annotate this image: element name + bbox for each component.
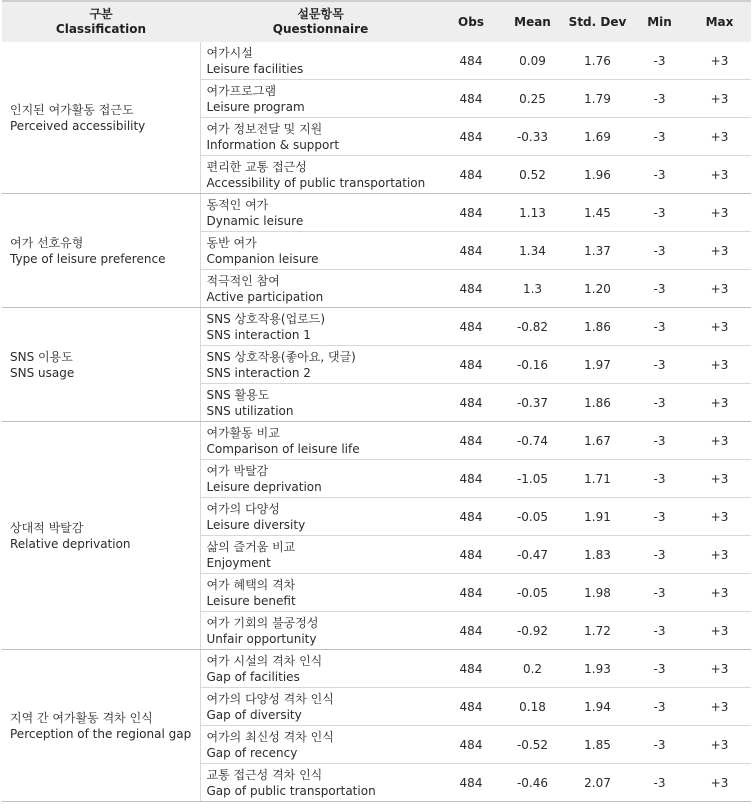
classification-ko: 여가 선호유형 — [10, 235, 84, 250]
obs-cell: 484 — [441, 308, 501, 346]
header-std-dev: Std. Dev — [564, 1, 631, 42]
questionnaire-cell — [200, 574, 441, 612]
obs-cell: 484 — [441, 232, 501, 270]
std-dev-cell: 1.45 — [564, 194, 631, 232]
std-dev-cell: 1.86 — [564, 384, 631, 422]
std-dev-cell: 1.72 — [564, 612, 631, 650]
questionnaire-en: Comparison of leisure life — [206, 441, 360, 456]
mean-cell: 0.2 — [501, 650, 564, 688]
std-dev-cell: 1.93 — [564, 650, 631, 688]
questionnaire-en: SNS utilization — [206, 403, 294, 418]
questionnaire-en: SNS interaction 2 — [206, 365, 311, 380]
classification-ko: 지역 간 여가활동 격차 인식 — [10, 710, 153, 725]
obs-cell: 484 — [441, 422, 501, 460]
questionnaire-cell — [200, 460, 441, 498]
questionnaire-ko: SNS 상호작용(좋아요, 댓글) — [206, 349, 356, 364]
max-cell: +3 — [688, 536, 751, 574]
max-cell: +3 — [688, 194, 751, 232]
obs-cell: 484 — [441, 384, 501, 422]
table-row — [2, 194, 751, 232]
questionnaire-ko: 여가활동 비교 — [206, 425, 280, 440]
mean-cell: -0.37 — [501, 384, 564, 422]
questionnaire-ko: 여가 박탈감 — [206, 463, 269, 478]
questionnaire-en: Active participation — [206, 289, 324, 304]
obs-cell: 484 — [441, 80, 501, 118]
mean-cell: 0.09 — [501, 42, 564, 80]
min-cell: -3 — [631, 80, 688, 118]
questionnaire-cell — [200, 536, 441, 574]
questionnaire-cell — [200, 308, 441, 346]
header-obs: Obs — [441, 1, 501, 42]
descriptive-statistics-table — [2, 0, 751, 802]
std-dev-cell: 1.96 — [564, 156, 631, 194]
header-min: Min — [631, 1, 688, 42]
questionnaire-en: Gap of public transportation — [206, 783, 376, 798]
min-cell: -3 — [631, 574, 688, 612]
classification-cell — [2, 650, 200, 802]
max-cell: +3 — [688, 460, 751, 498]
questionnaire-ko: 동적인 여가 — [206, 197, 269, 212]
mean-cell: 0.25 — [501, 80, 564, 118]
mean-cell: -0.33 — [501, 118, 564, 156]
obs-cell: 484 — [441, 498, 501, 536]
max-cell: +3 — [688, 80, 751, 118]
classification-cell — [2, 194, 200, 308]
min-cell: -3 — [631, 422, 688, 460]
mean-cell: -0.82 — [501, 308, 564, 346]
questionnaire-cell — [200, 232, 441, 270]
questionnaire-cell — [200, 156, 441, 194]
mean-cell: -0.52 — [501, 726, 564, 764]
table-row — [2, 308, 751, 346]
questionnaire-cell — [200, 726, 441, 764]
max-cell: +3 — [688, 574, 751, 612]
std-dev-cell: 1.71 — [564, 460, 631, 498]
header-classification-ko: 구분 — [89, 7, 113, 21]
max-cell: +3 — [688, 726, 751, 764]
table-row — [2, 42, 751, 80]
max-cell: +3 — [688, 346, 751, 384]
classification-en: SNS usage — [10, 365, 75, 380]
max-cell: +3 — [688, 498, 751, 536]
questionnaire-cell — [200, 270, 441, 308]
min-cell: -3 — [631, 536, 688, 574]
questionnaire-en: Leisure diversity — [206, 517, 306, 532]
min-cell: -3 — [631, 270, 688, 308]
questionnaire-cell — [200, 650, 441, 688]
std-dev-cell: 1.94 — [564, 688, 631, 726]
min-cell: -3 — [631, 194, 688, 232]
header-questionnaire-en: Questionnaire — [272, 22, 369, 36]
std-dev-cell: 1.69 — [564, 118, 631, 156]
max-cell: +3 — [688, 384, 751, 422]
std-dev-cell: 1.67 — [564, 422, 631, 460]
questionnaire-ko: 교통 접근성 격차 인식 — [206, 767, 323, 782]
min-cell: -3 — [631, 232, 688, 270]
questionnaire-cell — [200, 346, 441, 384]
obs-cell: 484 — [441, 194, 501, 232]
max-cell: +3 — [688, 650, 751, 688]
classification-ko: 상대적 박탈감 — [10, 520, 84, 535]
classification-cell — [2, 422, 200, 650]
std-dev-cell: 1.37 — [564, 232, 631, 270]
std-dev-cell: 1.98 — [564, 574, 631, 612]
std-dev-cell: 1.86 — [564, 308, 631, 346]
questionnaire-cell — [200, 118, 441, 156]
questionnaire-en: Leisure facilities — [206, 61, 304, 76]
questionnaire-ko: 여가프로그램 — [206, 83, 277, 98]
std-dev-cell: 1.83 — [564, 536, 631, 574]
questionnaire-ko: 여가 혜택의 격차 — [206, 577, 296, 592]
questionnaire-cell — [200, 384, 441, 422]
questionnaire-ko: 편리한 교통 접근성 — [206, 159, 307, 174]
max-cell: +3 — [688, 232, 751, 270]
questionnaire-en: Leisure benefit — [206, 593, 296, 608]
questionnaire-cell — [200, 422, 441, 460]
classification-ko: SNS 이용도 — [10, 349, 73, 364]
max-cell: +3 — [688, 308, 751, 346]
obs-cell: 484 — [441, 764, 501, 802]
questionnaire-ko: 적극적인 참여 — [206, 273, 280, 288]
questionnaire-en: Unfair opportunity — [206, 631, 317, 646]
header-questionnaire — [200, 1, 441, 42]
max-cell: +3 — [688, 612, 751, 650]
questionnaire-en: Gap of facilities — [206, 669, 300, 684]
min-cell: -3 — [631, 764, 688, 802]
min-cell: -3 — [631, 308, 688, 346]
questionnaire-cell — [200, 498, 441, 536]
mean-cell: 0.52 — [501, 156, 564, 194]
min-cell: -3 — [631, 42, 688, 80]
min-cell: -3 — [631, 118, 688, 156]
min-cell: -3 — [631, 688, 688, 726]
table-header-row — [2, 1, 751, 42]
obs-cell: 484 — [441, 460, 501, 498]
mean-cell: -0.46 — [501, 764, 564, 802]
classification-cell — [2, 308, 200, 422]
questionnaire-ko: SNS 활용도 — [206, 387, 270, 402]
std-dev-cell: 1.91 — [564, 498, 631, 536]
min-cell: -3 — [631, 498, 688, 536]
obs-cell: 484 — [441, 156, 501, 194]
max-cell: +3 — [688, 688, 751, 726]
mean-cell: 0.18 — [501, 688, 564, 726]
obs-cell: 484 — [441, 118, 501, 156]
std-dev-cell: 1.79 — [564, 80, 631, 118]
obs-cell: 484 — [441, 650, 501, 688]
questionnaire-ko: SNS 상호작용(업로드) — [206, 311, 326, 326]
min-cell: -3 — [631, 460, 688, 498]
obs-cell: 484 — [441, 574, 501, 612]
min-cell: -3 — [631, 650, 688, 688]
classification-en: Relative deprivation — [10, 536, 131, 551]
min-cell: -3 — [631, 612, 688, 650]
questionnaire-en: Information & support — [206, 137, 340, 152]
max-cell: +3 — [688, 156, 751, 194]
mean-cell: -0.05 — [501, 498, 564, 536]
mean-cell: 1.34 — [501, 232, 564, 270]
header-max: Max — [688, 1, 751, 42]
std-dev-cell: 1.76 — [564, 42, 631, 80]
questionnaire-en: Leisure program — [206, 99, 305, 114]
header-classification-en: Classification — [55, 22, 147, 36]
questionnaire-ko: 여가의 다양성 — [206, 501, 280, 516]
mean-cell: -0.92 — [501, 612, 564, 650]
questionnaire-en: Gap of diversity — [206, 707, 302, 722]
questionnaire-cell — [200, 764, 441, 802]
table-row — [2, 650, 751, 688]
table-row — [2, 422, 751, 460]
questionnaire-cell — [200, 42, 441, 80]
questionnaire-en: SNS interaction 1 — [206, 327, 311, 342]
questionnaire-ko: 동반 여가 — [206, 235, 257, 250]
header-classification — [2, 1, 200, 42]
obs-cell: 484 — [441, 270, 501, 308]
mean-cell: -0.05 — [501, 574, 564, 612]
std-dev-cell: 2.07 — [564, 764, 631, 802]
max-cell: +3 — [688, 118, 751, 156]
min-cell: -3 — [631, 346, 688, 384]
questionnaire-en: Leisure deprivation — [206, 479, 322, 494]
obs-cell: 484 — [441, 42, 501, 80]
questionnaire-ko: 여가 정보전달 및 지원 — [206, 121, 323, 136]
table-body — [2, 42, 751, 802]
questionnaire-cell — [200, 80, 441, 118]
classification-en: Perception of the regional gap — [10, 726, 192, 741]
header-questionnaire-ko: 설문항목 — [297, 7, 344, 21]
mean-cell: 1.3 — [501, 270, 564, 308]
std-dev-cell: 1.97 — [564, 346, 631, 384]
min-cell: -3 — [631, 156, 688, 194]
classification-cell — [2, 42, 200, 194]
min-cell: -3 — [631, 726, 688, 764]
min-cell: -3 — [631, 384, 688, 422]
questionnaire-en: Enjoyment — [206, 555, 271, 570]
max-cell: +3 — [688, 42, 751, 80]
questionnaire-en: Companion leisure — [206, 251, 319, 266]
obs-cell: 484 — [441, 726, 501, 764]
questionnaire-cell — [200, 612, 441, 650]
questionnaire-cell — [200, 194, 441, 232]
mean-cell: 1.13 — [501, 194, 564, 232]
questionnaire-ko: 여가 시설의 격차 인식 — [206, 653, 323, 668]
max-cell: +3 — [688, 764, 751, 802]
max-cell: +3 — [688, 422, 751, 460]
questionnaire-en: Gap of recency — [206, 745, 298, 760]
max-cell: +3 — [688, 270, 751, 308]
questionnaire-ko: 여가 기회의 불공정성 — [206, 615, 319, 630]
questionnaire-ko: 삶의 즐거움 비교 — [206, 539, 296, 554]
questionnaire-ko: 여가시설 — [206, 45, 253, 60]
mean-cell: -1.05 — [501, 460, 564, 498]
classification-en: Type of leisure preference — [10, 251, 166, 266]
obs-cell: 484 — [441, 346, 501, 384]
mean-cell: -0.16 — [501, 346, 564, 384]
std-dev-cell: 1.20 — [564, 270, 631, 308]
questionnaire-ko: 여가의 다양성 격차 인식 — [206, 691, 334, 706]
std-dev-cell: 1.85 — [564, 726, 631, 764]
questionnaire-ko: 여가의 최신성 격차 인식 — [206, 729, 334, 744]
obs-cell: 484 — [441, 688, 501, 726]
header-mean: Mean — [501, 1, 564, 42]
questionnaire-cell — [200, 688, 441, 726]
classification-en: Perceived accessibility — [10, 118, 146, 133]
questionnaire-en: Dynamic leisure — [206, 213, 304, 228]
mean-cell: -0.47 — [501, 536, 564, 574]
mean-cell: -0.74 — [501, 422, 564, 460]
questionnaire-en: Accessibility of public transportation — [206, 175, 426, 190]
classification-ko: 인지된 여가활동 접근도 — [10, 102, 134, 117]
obs-cell: 484 — [441, 612, 501, 650]
obs-cell: 484 — [441, 536, 501, 574]
